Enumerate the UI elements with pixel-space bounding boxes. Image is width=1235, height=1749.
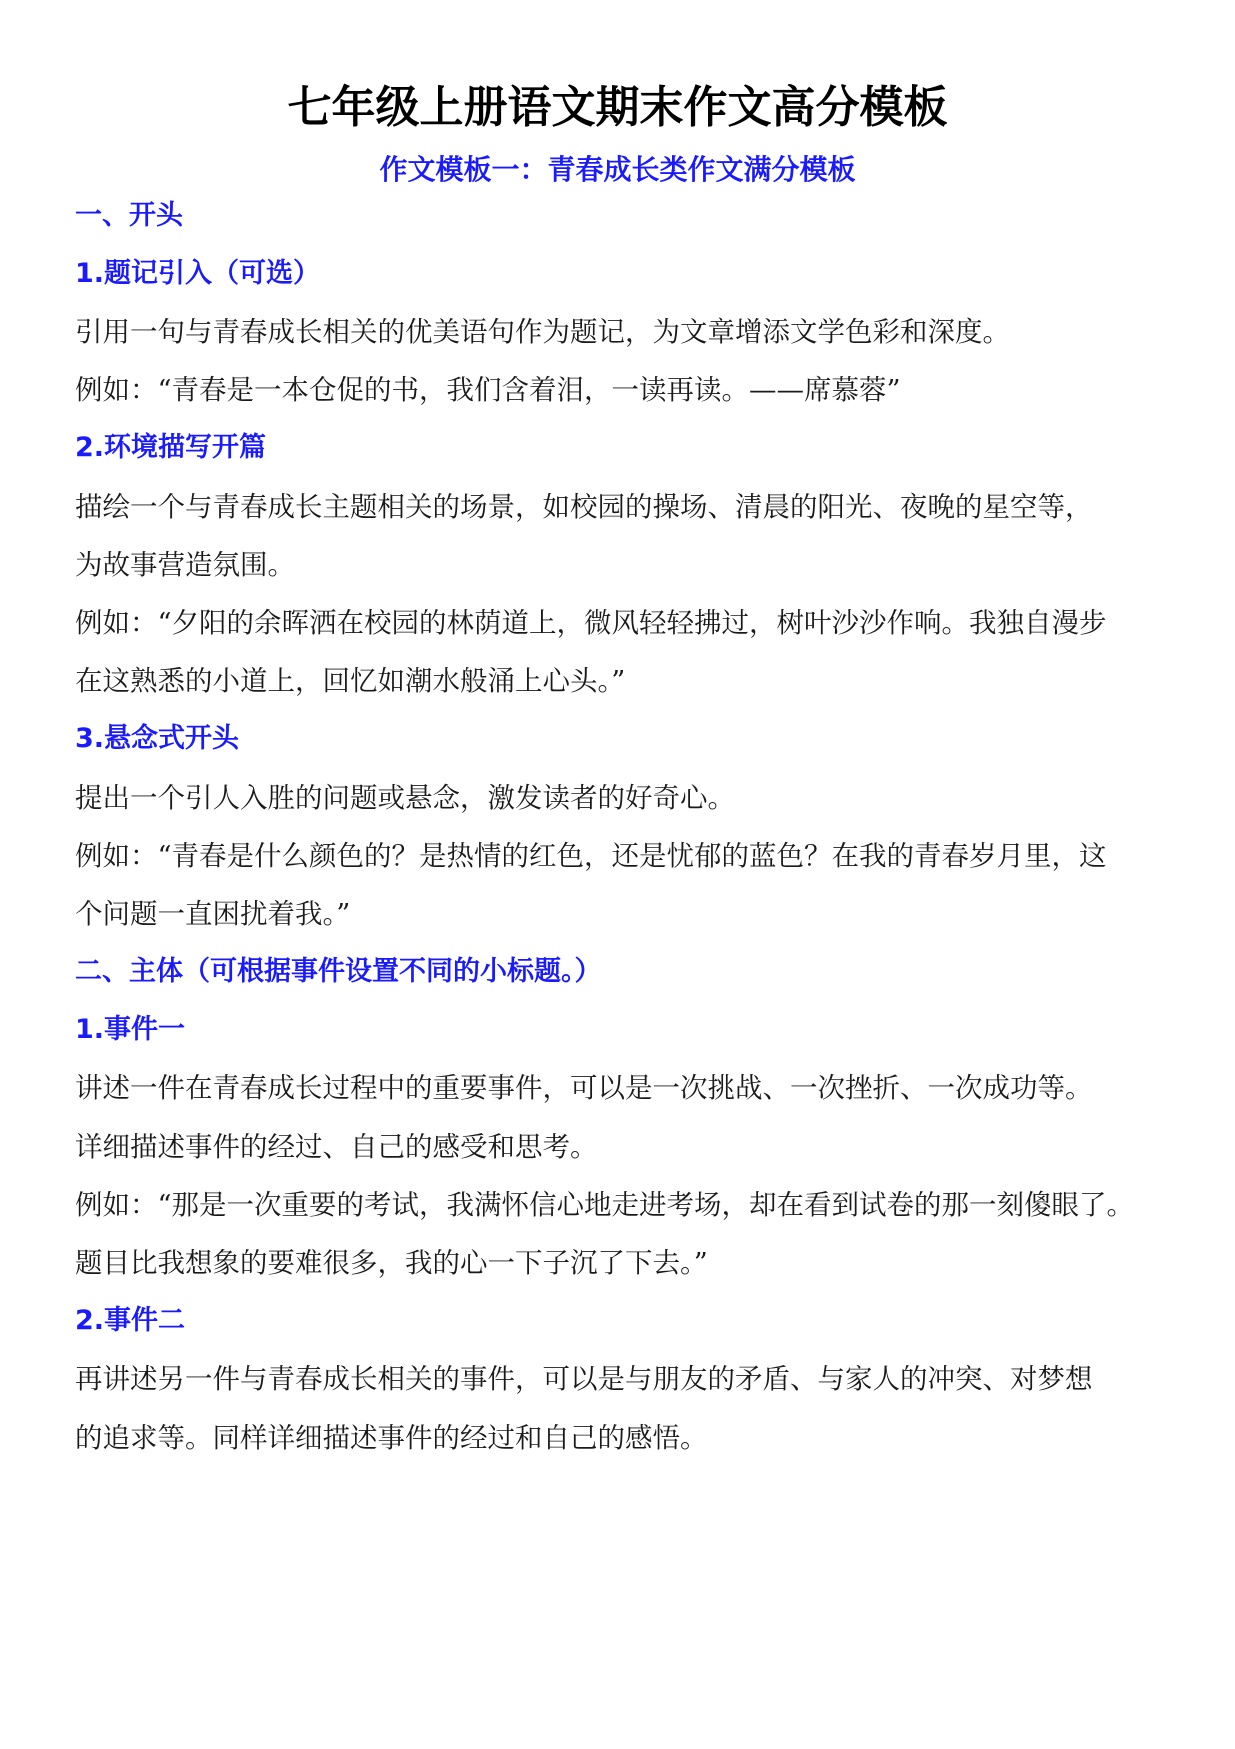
paragraph-line: 再讲述另一件与青春成长相关的事件，可以是与朋友的矛盾、与家人的冲突、对梦想 <box>75 1363 1093 1395</box>
paragraph-line: 详细描述事件的经过、自己的感受和思考。 <box>75 1131 598 1163</box>
paragraph-line: 为故事营造氛围。 <box>75 549 295 581</box>
document-subtitle: 作文模板一：青春成长类作文满分模板 <box>379 153 856 186</box>
subsection-heading: 2.环境描写开篇 <box>75 432 267 463</box>
paragraph-line: 引用一句与青春成长相关的优美语句作为题记，为文章增添文学色彩和深度。 <box>75 316 1010 348</box>
section-heading: 一、开头 <box>75 200 183 231</box>
subsection-heading: 3.悬念式开头 <box>75 723 240 754</box>
example-line: 例如：“青春是一本仓促的书，我们含着泪，一读再读。——席慕蓉” <box>75 374 901 406</box>
section-heading: 二、主体（可根据事件设置不同的小标题。） <box>75 956 602 987</box>
paragraph-line: 描绘一个与青春成长主题相关的场景，如校园的操场、清晨的阳光、夜晚的星空等， <box>75 491 1093 523</box>
example-line: 题目比我想象的要难很多，我的心一下子沉了下去。” <box>75 1247 708 1279</box>
example-line: 在这熟悉的小道上，回忆如潮水般涌上心头。” <box>75 665 626 697</box>
paragraph-line: 的追求等。同样详细描述事件的经过和自己的感悟。 <box>75 1422 708 1454</box>
subsection-heading: 1.事件一 <box>75 1014 186 1045</box>
subsection-heading: 2.事件二 <box>75 1305 186 1336</box>
example-line: 例如：“夕阳的余晖洒在校园的林荫道上，微风轻轻拂过，树叶沙沙作响。我独自漫步 <box>75 607 1107 639</box>
document-title: 七年级上册语文期末作文高分模板 <box>287 82 948 133</box>
example-line: 例如：“那是一次重要的考试，我满怀信心地走进考场，却在看到试卷的那一刻傻眼了。 <box>75 1189 1135 1221</box>
example-line: 个问题一直困扰着我。” <box>75 898 351 930</box>
example-line: 例如：“青春是什么颜色的？是热情的红色，还是忧郁的蓝色？在我的青春岁月里，这 <box>75 840 1107 872</box>
subsection-heading: 1.题记引入（可选） <box>75 258 321 289</box>
paragraph-line: 讲述一件在青春成长过程中的重要事件，可以是一次挑战、一次挫折、一次成功等。 <box>75 1072 1093 1104</box>
paragraph-line: 提出一个引人入胜的问题或悬念，激发读者的好奇心。 <box>75 782 735 814</box>
